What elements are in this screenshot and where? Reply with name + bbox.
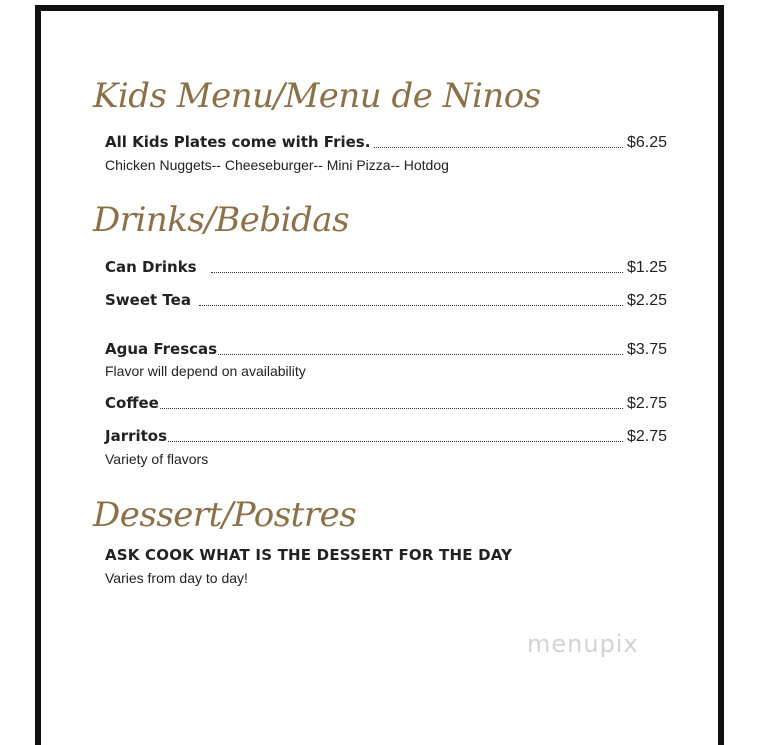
item-price: $2.25 xyxy=(626,292,667,309)
dessert-note: Varies from day to day! xyxy=(105,570,248,586)
item-name: Sweet Tea xyxy=(105,291,191,309)
item-name: All Kids Plates come with Fries. xyxy=(105,133,371,151)
section-title-drinks: Drinks/Bebidas xyxy=(93,200,350,240)
dot-leader xyxy=(218,353,623,355)
item-name: Agua Frescas xyxy=(105,340,218,358)
item-price: $6.25 xyxy=(626,134,667,151)
menu-item-kids-plates xyxy=(105,133,667,153)
menu-item-coffee xyxy=(105,394,667,414)
item-price: $3.75 xyxy=(626,341,667,358)
item-note-agua-frescas: Flavor will depend on availability xyxy=(105,363,306,379)
menu-item-sweet-tea xyxy=(105,291,667,311)
dot-leader xyxy=(211,271,623,273)
menu-item-jarritos xyxy=(105,427,667,447)
item-name: Can Drinks xyxy=(105,258,197,276)
section-title-kids: Kids Menu/Menu de Ninos xyxy=(93,76,541,116)
menu-item-agua-frescas xyxy=(105,340,667,360)
item-note-kids-plates: Chicken Nuggets-- Cheeseburger-- Mini Pizza-- Hotdog xyxy=(105,157,449,173)
item-price: $2.75 xyxy=(626,428,667,445)
section-title-dessert: Dessert/Postres xyxy=(93,495,357,535)
item-note-jarritos: Variety of flavors xyxy=(105,451,209,467)
dot-leader xyxy=(374,146,623,148)
item-name: Coffee xyxy=(105,394,159,412)
item-name: Jarritos xyxy=(105,427,168,445)
dot-leader xyxy=(168,440,623,442)
dot-leader xyxy=(160,407,623,409)
dessert-heading: ASK COOK WHAT IS THE DESSERT FOR THE DAY xyxy=(105,546,513,564)
watermark-logo: menupix xyxy=(527,630,639,658)
dot-leader xyxy=(199,304,623,306)
item-price: $2.75 xyxy=(626,395,667,412)
menu-item-can-drinks xyxy=(105,258,667,278)
item-price: $1.25 xyxy=(626,259,667,276)
